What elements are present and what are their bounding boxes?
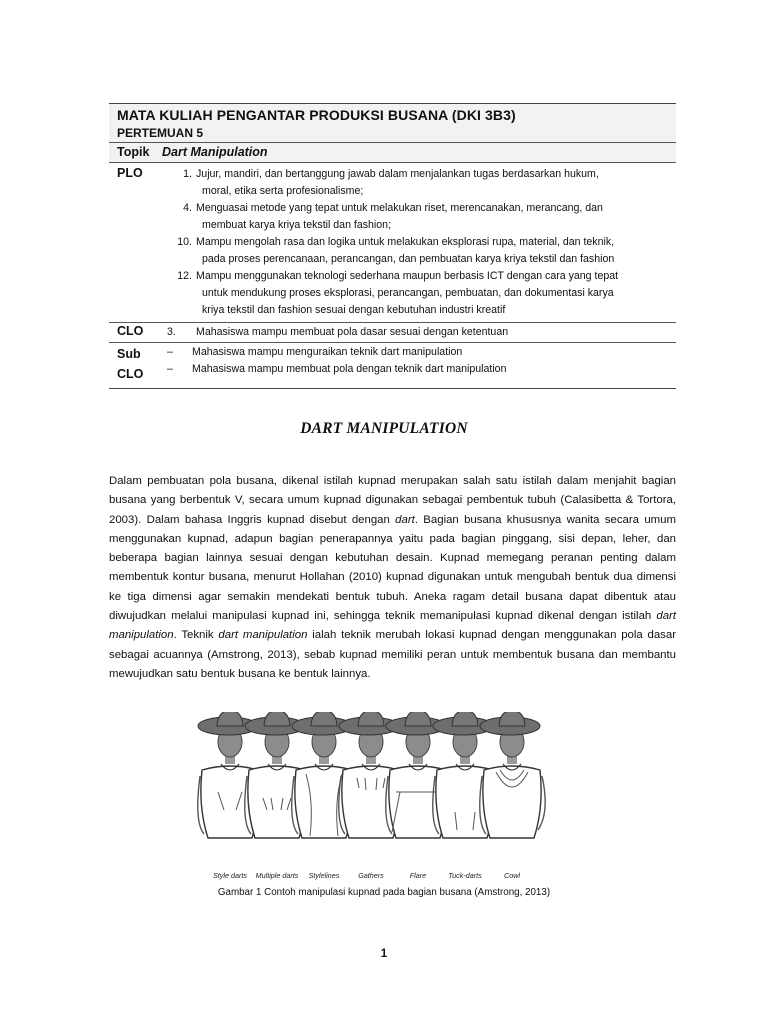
plo-item-line: Menguasai metode yang tepat untuk melakukan riset, merencanakan, merancang, dan: [196, 202, 603, 214]
plo-list: [162, 166, 676, 319]
hat-crown: [311, 712, 337, 726]
subclo-label-line: Sub: [117, 347, 141, 361]
plo-item: [162, 166, 676, 200]
figure-bodice: [483, 766, 541, 838]
course-info-table: [109, 103, 676, 389]
clo-item-number: 3.: [167, 326, 176, 338]
fashion-illustration: [188, 712, 588, 884]
subclo-label-line: CLO: [117, 367, 144, 381]
subclo-body: [162, 344, 676, 384]
plo-item-number: 4.: [183, 202, 192, 214]
plo-item-text: [196, 200, 676, 234]
clo-item: [162, 324, 676, 340]
body-text-run: Dalam pembuatan pola busana, dikenal istilah kupnad merupakan salah satu istilah dalam menjahit bagian busana yang berbentuk V, secara umum kupnad digunakan sebagai pembentuk tubuh (Calasibetta & Tortora, 2003). Dalam bahasa Inggris kupnad disebut dengan: [109, 475, 676, 526]
plo-item-line: untuk mendukung proses eksplorasi, perancangan, pembuatan, dan dokumentasi karya: [202, 287, 614, 299]
subclo-row: [109, 342, 676, 388]
plo-item-text: [196, 268, 676, 319]
plo-item-number: 1.: [183, 168, 192, 180]
subclo-label: [109, 344, 162, 384]
plo-item-line: Jujur, mandiri, dan bertanggung jawab dalam menjalankan tugas berdasarkan hukum,: [196, 168, 599, 180]
hat-crown: [358, 712, 384, 726]
figure-label: Style darts: [213, 871, 247, 880]
hat-crown: [499, 712, 525, 726]
figure-label: Gathers: [358, 871, 384, 880]
body-paragraph: [109, 472, 676, 684]
subclo-item: [162, 344, 676, 361]
hat-crown: [452, 712, 478, 726]
body-text-run: . Bagian busana khususnya wanita secara umum menggunakan kupnad, adapun bagian penerapannya yaitu pada bagian pinggang, sisi depan, leher, dan beberapa bagian lainnya sesuai dengan kebutuhan desain. Kupnad memegang peranan penting dalam membentuk kontur busana, menurut Hollahan (2010) kupnad digunakan untuk mengubah bentuk dua dimensi ke tiga dimensi agar semakin mendekati bentuk tubuh. Aneka ragam detail busana dapat dibentuk atau diwujudkan melalui manipulasi kupnad ini, sehingga teknik memanipulasi kupnad dikenal dengan istilah: [109, 513, 676, 623]
body-term-dart: dart: [395, 513, 415, 526]
body-term-dart-manipulation: dart manipulation: [109, 610, 676, 642]
figure-label: Cowl: [504, 871, 520, 880]
plo-body: [162, 166, 676, 319]
figure-label: Multiple darts: [255, 871, 299, 880]
plo-item-number: 12.: [177, 270, 192, 282]
body-text-run: . Teknik: [173, 629, 219, 642]
plo-label: PLO: [117, 166, 143, 180]
meeting-label: PERTEMUAN 5: [117, 126, 204, 140]
clo-label: CLO: [117, 324, 144, 338]
topic-value: Dart Manipulation: [162, 145, 268, 159]
plo-item: [162, 234, 676, 268]
figure-label: Flare: [409, 871, 427, 880]
subclo-dash: –: [167, 363, 173, 375]
figure-label: Stylelines: [308, 871, 340, 880]
plo-item-line: Mampu menggunakan teknologi sederhana maupun berbasis ICT dengan cara yang tepat: [196, 270, 619, 282]
plo-item-line: membuat karya kriya tekstil dan fashion;: [202, 219, 392, 231]
course-title-block: [109, 104, 676, 142]
subclo-item: [162, 361, 676, 378]
figure-caption: Gambar 1 Contoh manipulasi kupnad pada bagian busana (Amstrong, 2013): [217, 887, 551, 898]
subclo-item-text: Mahasiswa mampu menguraikan teknik dart manipulation: [192, 346, 463, 358]
plo-item-line: moral, etika serta profesionalisme;: [202, 185, 364, 197]
clo-item-text: Mahasiswa mampu membuat pola dasar sesuai dengan ketentuan: [196, 326, 509, 338]
clo-row: [109, 322, 676, 342]
section-heading: DART MANIPULATION: [300, 420, 468, 437]
plo-item-number: 10.: [177, 236, 192, 248]
course-title: MATA KULIAH PENGANTAR PRODUKSI BUSANA (DKI 3B3): [117, 107, 516, 123]
plo-item: [162, 268, 676, 319]
plo-item-line: Mampu mengolah rasa dan logika untuk melakukan eksplorasi rupa, material, dan teknik,: [196, 236, 615, 248]
hat-crown: [405, 712, 431, 726]
hat-crown: [264, 712, 290, 726]
plo-item-line: pada proses perencanaan, perancangan, dan pembuatan karya kriya tekstil dan fashion: [202, 253, 615, 265]
plo-item-text: [196, 234, 676, 268]
topic-label: Topik: [117, 145, 150, 159]
clo-body: [162, 324, 676, 340]
body-term-dart-manipulation: dart manipulation: [218, 629, 308, 642]
subclo-item-text: Mahasiswa mampu membuat pola dengan teknik dart manipulation: [192, 363, 507, 375]
figure-dart-variations: [188, 712, 588, 884]
page-number: 1: [380, 948, 388, 960]
plo-item-text: [196, 166, 676, 200]
body-text-run: ialah teknik merubah lokasi kupnad dengan menggunakan pola dasar sebagai acuannya (Amstrong, 2013), sebab kupnad memiliki peran untuk membentuk busana dan membantu mewujudkan satu bentuk busana ke bentuk lainnya.: [109, 629, 677, 680]
plo-item-line: kriya tekstil dan fashion sesuai dengan kebutuhan industri kreatif: [202, 304, 506, 316]
subclo-dash: –: [167, 346, 173, 358]
hat-crown: [217, 712, 243, 726]
plo-row: [109, 162, 676, 322]
topic-row: [109, 142, 676, 162]
plo-item: [162, 200, 676, 234]
figure-label: Tuck-darts: [448, 871, 482, 880]
